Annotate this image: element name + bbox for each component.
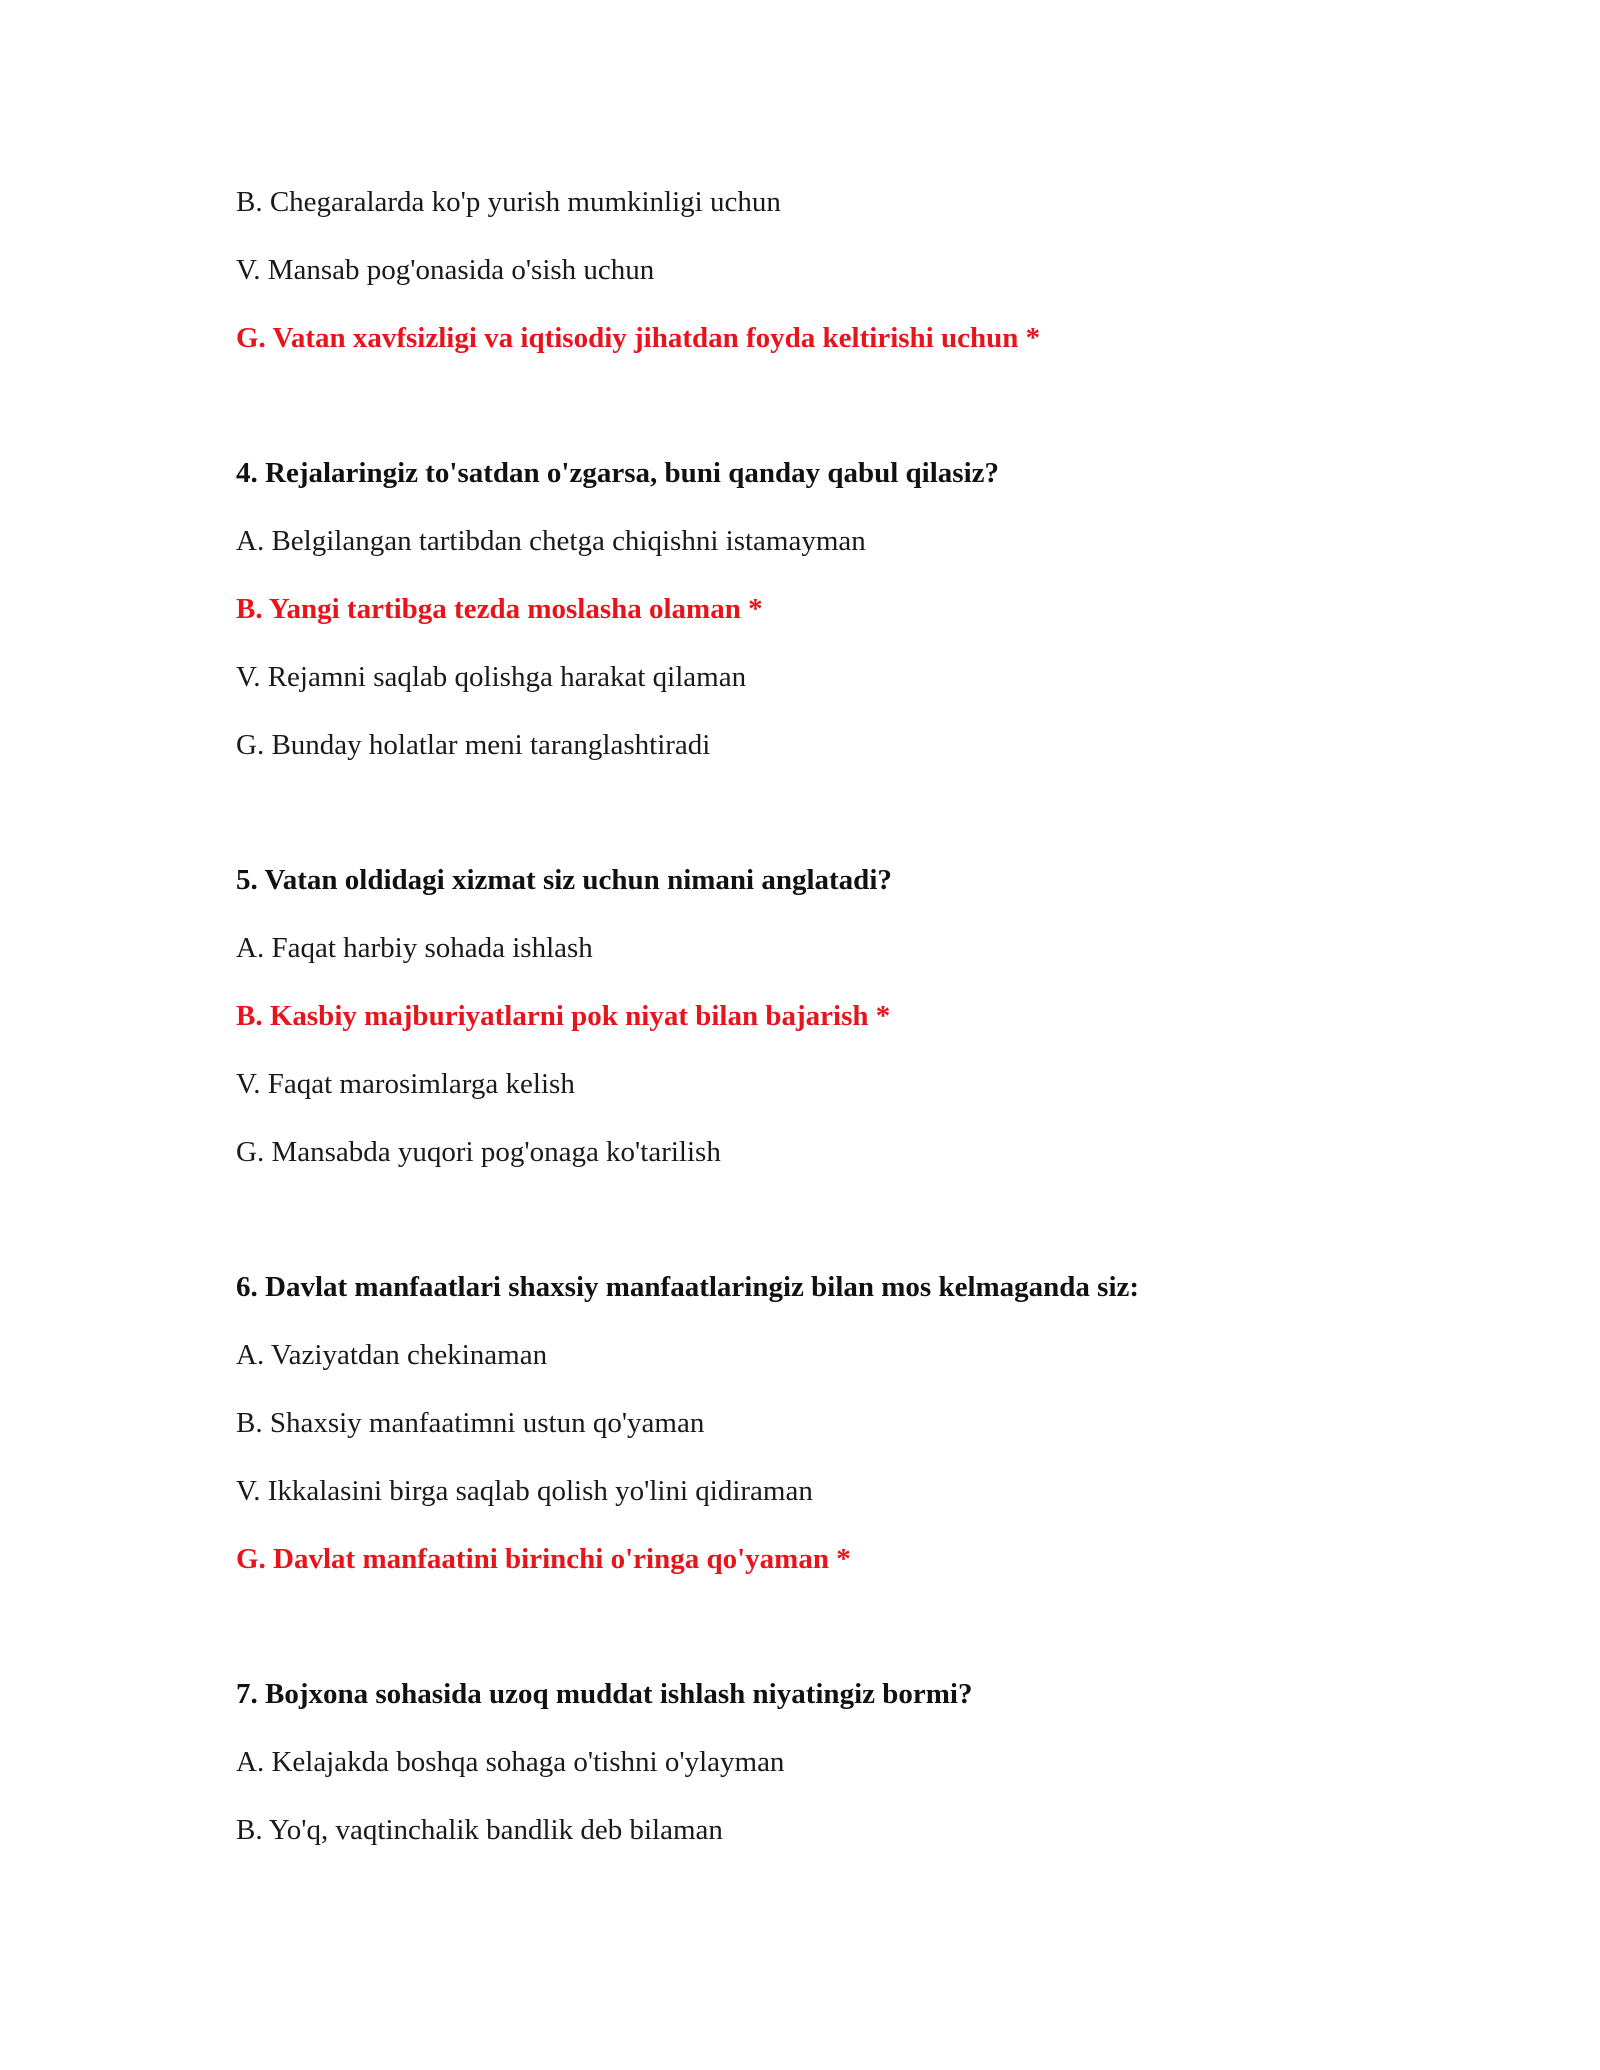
question-title: 6. Davlat manfaatlari shaxsiy manfaatlaringiz bilan mos kelmaganda siz: xyxy=(236,1271,1140,1303)
question-block-5 xyxy=(236,863,1516,1169)
correct-answer-option: G. Vatan xavfsizligi va iqtisodiy jihatdan foyda keltirishi uchun * xyxy=(236,322,1041,354)
question-block-7 xyxy=(236,1677,1516,1847)
answer-option: V. Faqat marosimlarga kelish xyxy=(236,1068,575,1100)
correct-answer-option: G. Davlat manfaatini birinchi o'ringa qo'yaman * xyxy=(236,1543,851,1575)
answer-option: V. Rejamni saqlab qolishga harakat qilaman xyxy=(236,661,747,693)
answer-option: A. Belgilangan tartibdan chetga chiqishni istamayman xyxy=(236,525,866,557)
question-block-6 xyxy=(236,1270,1516,1576)
answer-option: V. Mansab pog'onasida o'sish uchun xyxy=(236,254,655,286)
question-title: 5. Vatan oldidagi xizmat siz uchun nimani anglatadi? xyxy=(236,864,892,896)
answer-option: G. Mansabda yuqori pog'onaga ko'tarilish xyxy=(236,1136,721,1168)
answer-option: V. Ikkalasini birga saqlab qolish yo'lini qidiraman xyxy=(236,1475,813,1507)
correct-answer-option: B. Kasbiy majburiyatlarni pok niyat bilan bajarish * xyxy=(236,1000,891,1032)
answer-option: A. Faqat harbiy sohada ishlash xyxy=(236,932,593,964)
answer-option: B. Yo'q, vaqtinchalik bandlik deb bilaman xyxy=(236,1814,723,1846)
question-title: 7. Bojxona sohasida uzoq muddat ishlash niyatingiz bormi? xyxy=(236,1678,973,1710)
correct-answer-option: B. Yangi tartibga tezda moslasha olaman * xyxy=(236,593,763,625)
spacer xyxy=(236,1203,1516,1270)
answer-option: B. Shaxsiy manfaatimni ustun qo'yaman xyxy=(236,1407,705,1439)
spacer xyxy=(236,1610,1516,1677)
question-block-4 xyxy=(236,456,1516,762)
answer-option: B. Chegaralarda ko'p yurish mumkinligi uchun xyxy=(236,186,781,218)
spacer xyxy=(236,389,1516,456)
quiz-page xyxy=(236,185,1516,1881)
spacer xyxy=(236,796,1516,863)
question-block-3-continued xyxy=(236,185,1516,355)
question-title: 4. Rejalaringiz to'satdan o'zgarsa, buni qanday qabul qilasiz? xyxy=(236,457,999,489)
answer-option: A. Kelajakda boshqa sohaga o'tishni o'ylayman xyxy=(236,1746,785,1778)
answer-option: G. Bunday holatlar meni taranglashtiradi xyxy=(236,729,711,761)
answer-option: A. Vaziyatdan chekinaman xyxy=(236,1339,548,1371)
